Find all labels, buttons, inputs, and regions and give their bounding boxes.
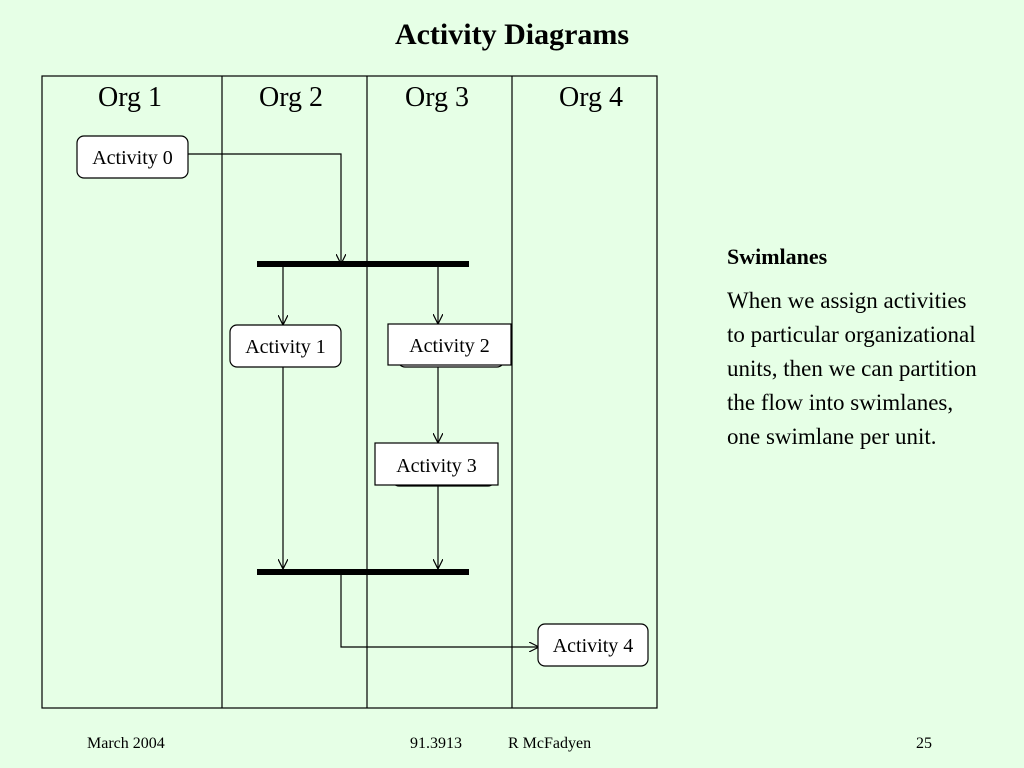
lane-header-org4: Org 4 bbox=[558, 82, 624, 113]
footer-page-number: 25 bbox=[916, 735, 932, 752]
activity-2 bbox=[388, 324, 511, 367]
fork-bar bbox=[257, 261, 469, 267]
activity-4 bbox=[538, 624, 648, 666]
activity-1-label: Activity 1 bbox=[245, 336, 326, 358]
activity-1 bbox=[230, 325, 341, 367]
lane-header-org1: Org 1 bbox=[97, 82, 163, 113]
swimlanes-note bbox=[727, 244, 987, 454]
lane-header-org3: Org 3 bbox=[404, 82, 470, 113]
flow-arrow bbox=[341, 575, 538, 647]
footer-date: March 2004 bbox=[87, 735, 165, 752]
slide-title: Activity Diagrams bbox=[394, 18, 630, 51]
activity-3-label: Activity 3 bbox=[396, 455, 477, 477]
join-bar bbox=[257, 569, 469, 575]
activity-0-label: Activity 0 bbox=[92, 147, 173, 169]
activity-4-label: Activity 4 bbox=[552, 635, 634, 657]
footer-course: 91.3913 bbox=[410, 735, 462, 752]
lane-header-org2: Org 2 bbox=[258, 82, 324, 113]
footer-author: R McFadyen bbox=[508, 735, 592, 752]
swimlanes-heading: Swimlanes bbox=[727, 244, 828, 269]
activity-3 bbox=[375, 443, 498, 486]
flow-arrow bbox=[188, 154, 341, 263]
activity-0 bbox=[77, 136, 188, 178]
swimlanes-body: When we assign activities to particular organizational units, then we can partition the flow into swimlanes, one swimlane per unit. bbox=[727, 288, 977, 449]
activity-2-label: Activity 2 bbox=[409, 335, 490, 357]
